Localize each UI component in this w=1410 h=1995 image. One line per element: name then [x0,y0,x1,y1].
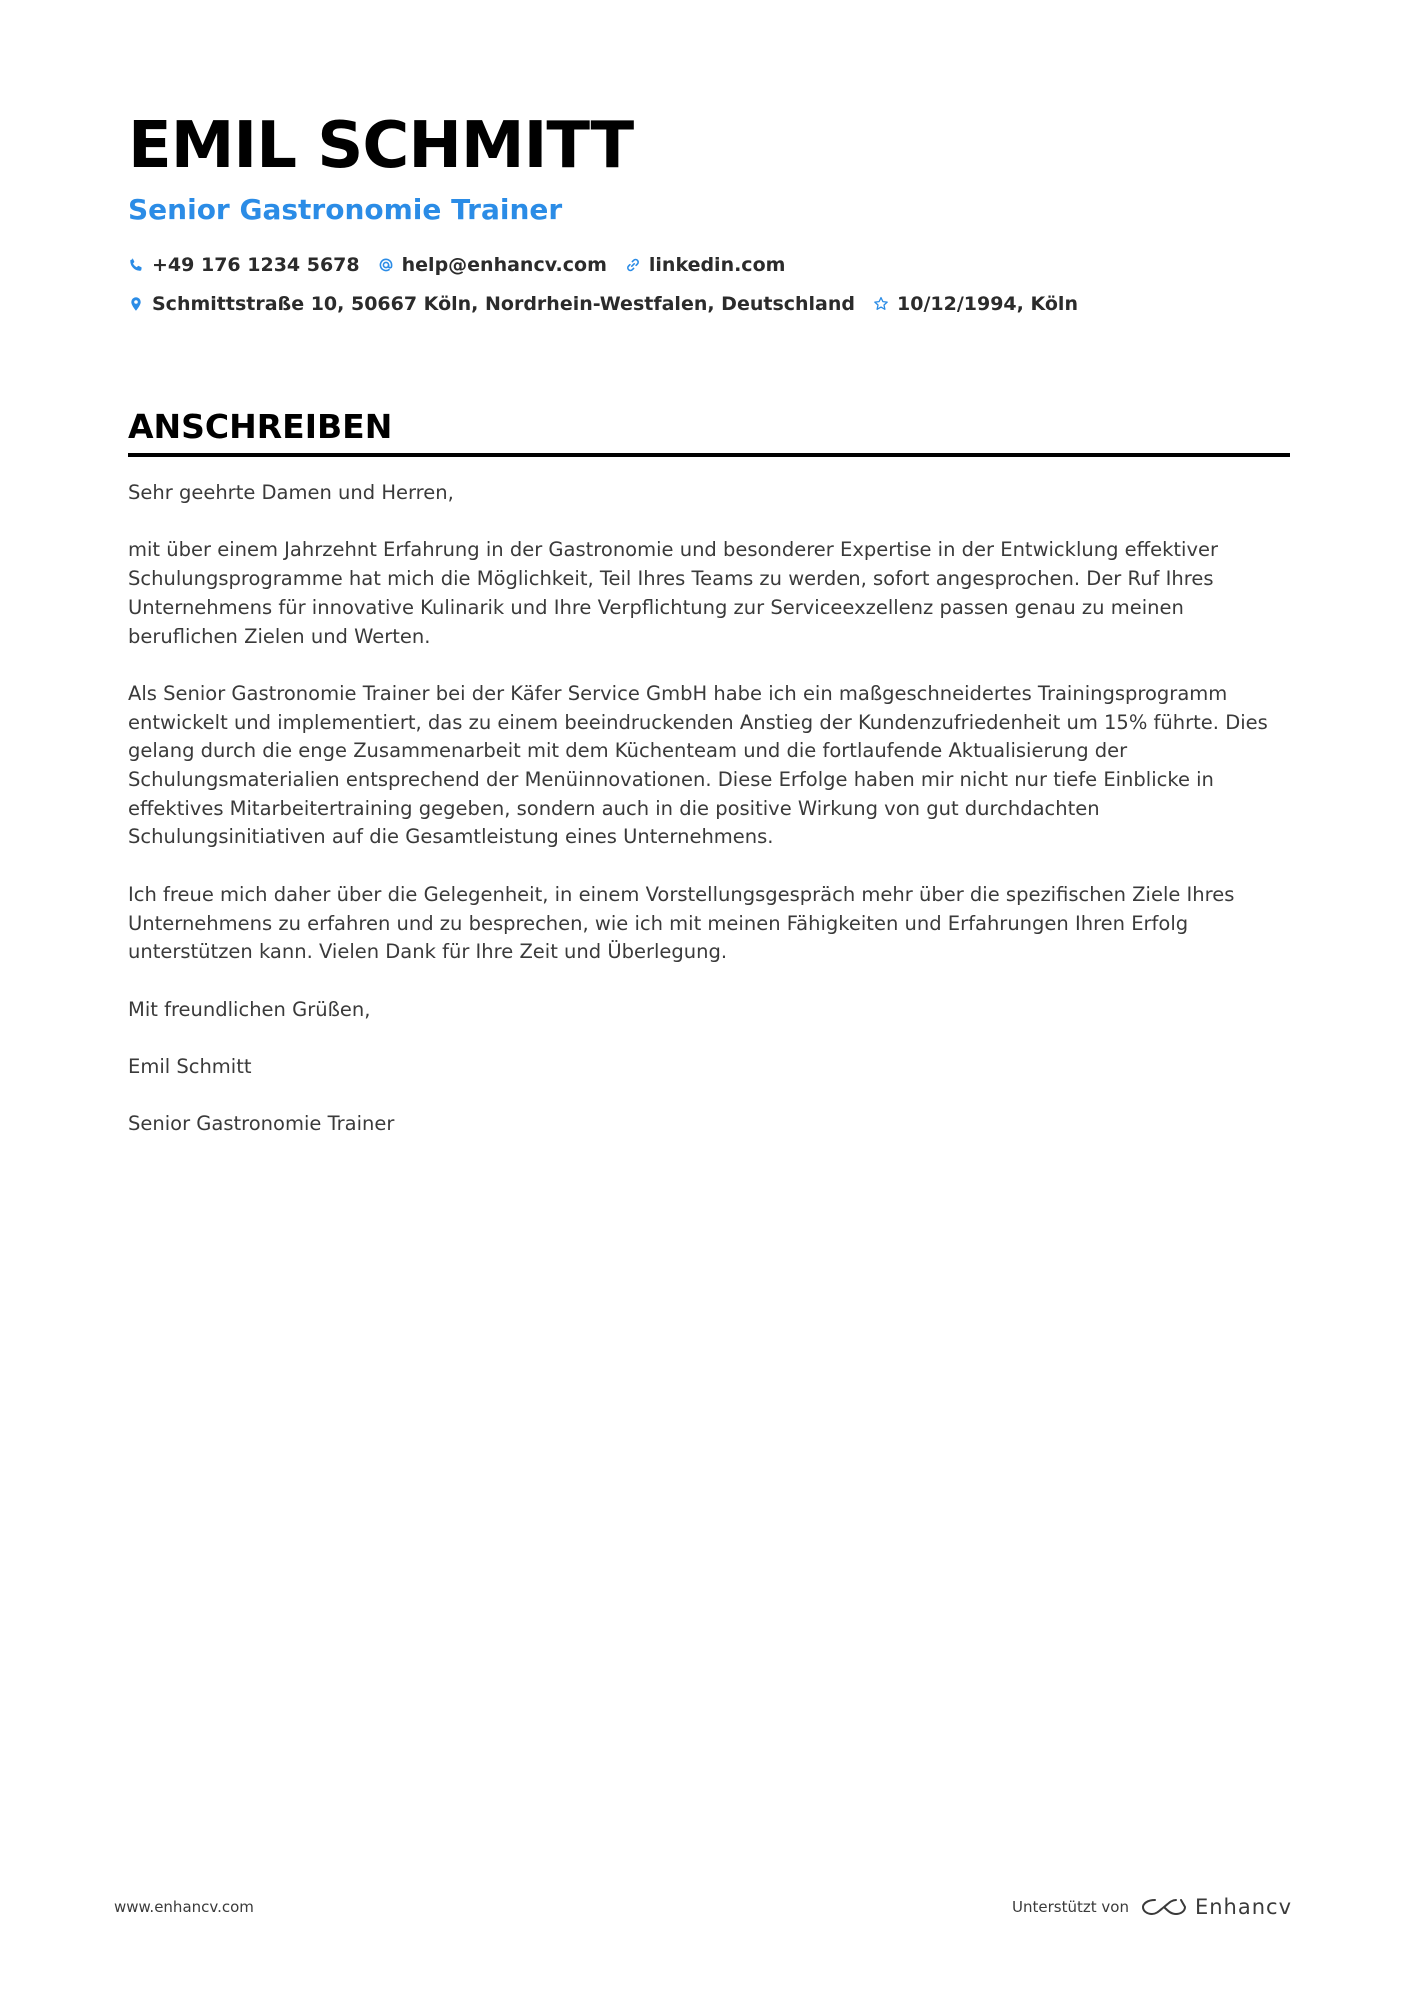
footer [114,1890,1292,1930]
at-icon [378,257,394,273]
contact-info [128,250,1288,319]
letter-body [128,479,1290,1139]
signature-title: Senior Gastronomie Trainer [128,1112,395,1136]
salutation: Sehr geehrte Damen und Herren, [128,481,454,504]
letter-paragraph-2: Als Senior Gastronomie Trainer bei der Käfer Service GmbH habe ich ein maßgeschneidertes Trainingsprogramm entwickelt und implementiert, das zu einem beeindruckenden Anstieg der Kundenzufriedenheit um 15% führte. Dies gelang durch die enge Zusammenarbeit mit dem Küchenteam und die fortlaufende Aktualisierung der Schulungsmaterialien entsprechend der Menüinnovationen. Diese Erfolge haben mir nicht nur tiefe Einblicke in effektives Mitarbeitertraining gegeben, sondern auch in die positive Wirkung von gut durchdachten Schulungsinitiativen auf die Gesamtleistung eines Unternehmens. [128,681,1268,849]
brand-name: Enhancv [1194,1895,1292,1919]
candidate-name: EMIL SCHMITT [128,109,634,183]
contact-row-1 [128,250,1288,280]
phone-icon [128,257,144,273]
location-pin-icon [128,296,144,312]
powered-by-label: Unterstützt von [1012,1898,1129,1916]
linkedin-link[interactable]: linkedin.com [648,254,786,276]
enhancv-logo-icon [1141,1895,1292,1919]
star-icon [873,296,889,312]
linkedin-contact[interactable] [625,254,786,276]
header [128,110,1288,328]
letter-paragraph-3: Ich freue mich daher über die Gelegenheit, in einem Vorstellungsgespräch mehr über die spezifischen Ziele Ihres Unternehmens zu erfahren und zu besprechen, wie ich mit meinen Fähigkeiten und Erfahrungen Ihren Erfolg unterstützen kann. Vielen Dank für Ihre Zeit und Überlegung. [128,882,1235,964]
job-title: Senior Gastronomie Trainer [128,193,563,226]
email-address[interactable]: help@enhancv.com [401,254,607,276]
birth-date-place: 10/12/1994, Köln [897,293,1078,315]
phone-number: +49 176 1234 5678 [152,254,360,276]
section-title: ANSCHREIBEN [128,405,1290,457]
cover-letter-section [128,405,1290,1168]
address-contact [128,293,855,315]
address: Schmittstraße 10, 50667 Köln, Nordrhein-Westfalen, Deutschland [152,293,856,315]
signature-name: Emil Schmitt [128,1054,252,1078]
closing: Mit freundlichen Grüßen, [128,997,371,1021]
powered-by[interactable] [1012,1890,1292,1924]
letter-paragraph-1: mit über einem Jahrzehnt Erfahrung in der Gastronomie und besonderer Expertise in der Entwicklung effektiver Schulungsprogramme hat mich die Möglichkeit, Teil Ihres Teams zu werden, sofort angesprochen. Der Ruf Ihres Unternehmens für innovative Kulinarik und Ihre Verpflichtung zur Serviceexzellenz passen genau zu meinen beruflichen Zielen und Werten. [128,538,1219,648]
link-icon [625,257,641,273]
birth-contact [873,293,1078,315]
footer-website[interactable]: www.enhancv.com [114,1898,254,1916]
email-contact[interactable] [378,254,607,276]
phone-contact [128,254,360,276]
contact-row-2 [128,289,1288,319]
